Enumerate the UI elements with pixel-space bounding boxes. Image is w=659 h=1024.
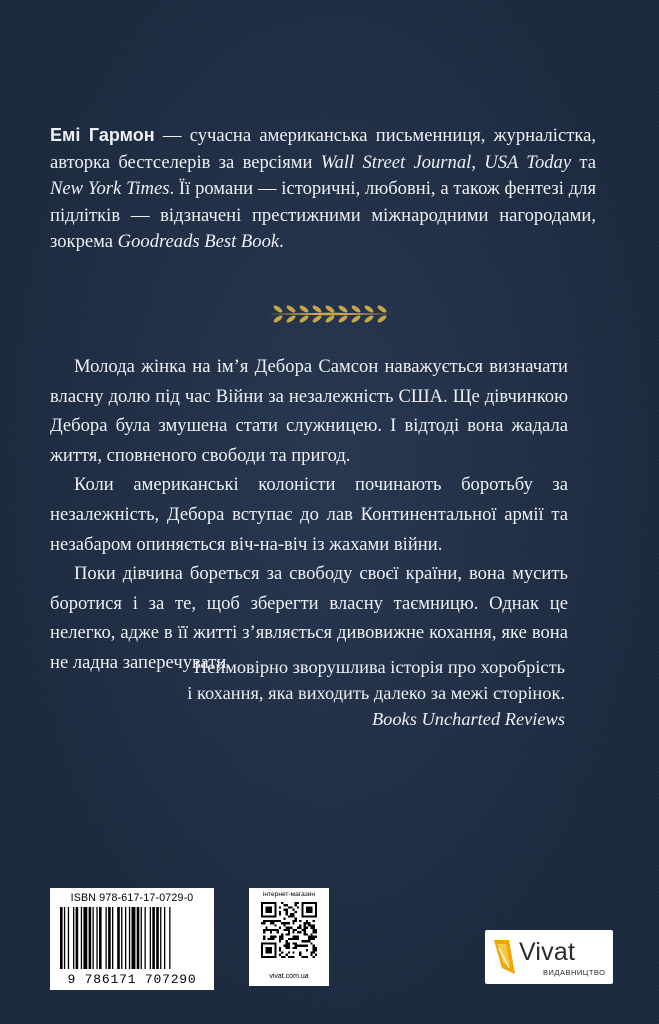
qr-code-block: [249, 888, 329, 986]
laurel-ornament-icon: [268, 302, 392, 326]
qr-url: vivat.com.ua: [269, 973, 309, 980]
isbn-label: ISBN 978-617-17-0729-0: [70, 892, 194, 904]
publisher-name: Vivat: [519, 938, 576, 966]
quote-line: Неймовірно зворушлива історія про хоробрість: [193, 657, 565, 677]
description-paragraph: Молода жінка на ім’я Дебора Самсон наважується визначати власну долю під час Війни за незалежність США. Ще дівчинкою Дебора була змушена стати служницею. І відтоді вона жадала життя, сповненого свободи та пригод.: [50, 356, 568, 466]
publication-wsj: Wall Street Journal: [320, 151, 472, 173]
description-paragraph: Поки дівчина бореться за свободу своєї країни, вона мусить боротися і за те, щоб зберегти власну таємницю. Однак це нелегко, адже в її житті з’являється дивовижне кохання, яке вона не ладна заперечувати.: [50, 563, 568, 673]
barcode: [50, 888, 214, 990]
award-name: Goodreads Best Book: [117, 231, 280, 252]
barcode-bars-icon: [60, 907, 206, 969]
barcode-digits: 9 786171 707290: [67, 972, 197, 987]
review-quote: [105, 654, 565, 732]
quote-source: Books Uncharted Reviews: [371, 709, 565, 729]
publisher-subtitle: ВИДАВНИЦТВО: [543, 968, 606, 977]
author-bio: Емі Гармон — сучасна американська письменниця, журналістка, авторка бестселерів за версіями Wall Street Journal, USA Today та New York Times. Її романи — історичні, любовні, а також фентезі для підлітків — відзначені престижними міжнародними нагородами, зокрема Goodreads Best Book.: [50, 125, 596, 252]
publication-nyt: New York Times: [50, 178, 170, 199]
publisher-logo: [485, 930, 613, 984]
publication-usa-today: USA Today: [484, 151, 572, 173]
qr-label: інтернет-магазин: [262, 891, 316, 898]
book-description: [50, 352, 568, 678]
quote-line: і кохання, яка виходить далеко за межі сторінок.: [187, 683, 565, 703]
qr-code-icon: [261, 902, 317, 958]
author-name: Емі Гармон: [50, 125, 155, 145]
description-paragraph: Коли американські колоністи починають боротьбу за незалежність, Дебора вступає до лав Континентальної армії та незабаром опиняється віч-на-віч із жахами війни.: [50, 474, 568, 555]
quill-logo-icon: [493, 938, 515, 974]
